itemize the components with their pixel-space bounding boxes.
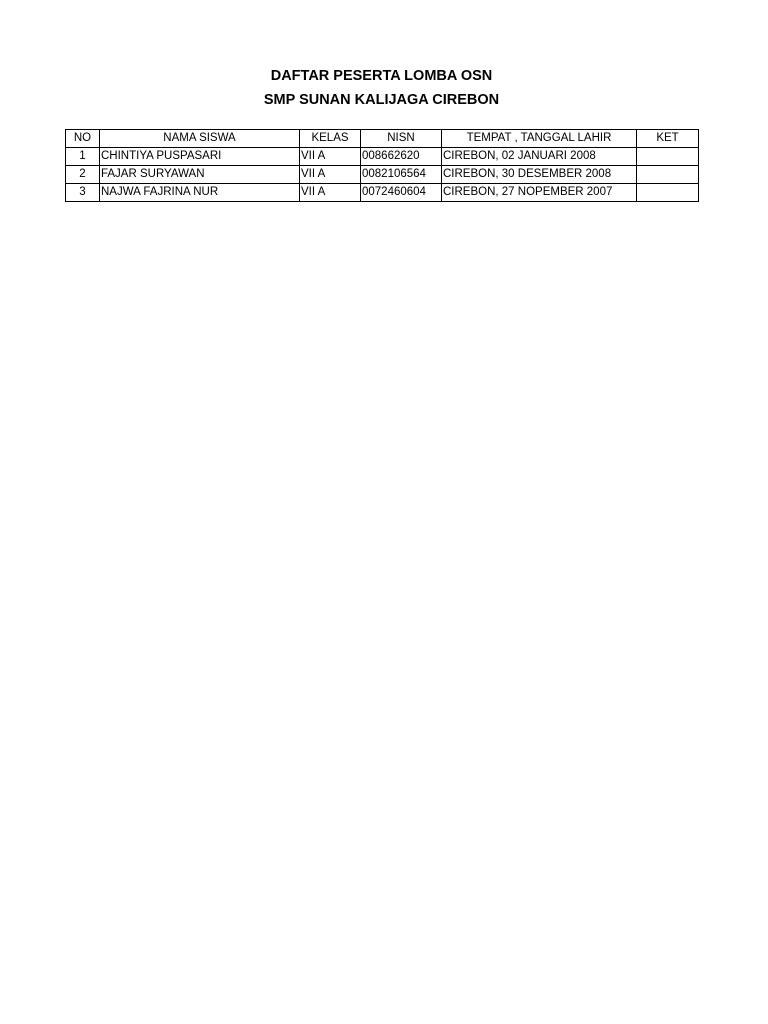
- table-row: [66, 148, 699, 166]
- participant-table: [65, 129, 699, 202]
- cell-nisn: 0072460604: [361, 184, 442, 202]
- document-subtitle: SMP SUNAN KALIJAGA CIREBON: [263, 92, 500, 108]
- table-row: [66, 166, 699, 184]
- cell-kelas: VII A: [300, 184, 361, 202]
- cell-no: 1: [66, 148, 100, 166]
- cell-ttl: CIREBON, 27 NOPEMBER 2007: [442, 184, 637, 202]
- table-row: [66, 184, 699, 202]
- column-header-ttl: TEMPAT , TANGGAL LAHIR: [442, 130, 637, 148]
- cell-nama: FAJAR SURYAWAN: [100, 166, 300, 184]
- cell-ttl: CIREBON, 30 DESEMBER 2008: [442, 166, 637, 184]
- cell-no: 2: [66, 166, 100, 184]
- cell-no: 3: [66, 184, 100, 202]
- column-header-nama: NAMA SISWA: [100, 130, 300, 148]
- table-header-row: [66, 130, 699, 148]
- cell-nisn: 008662620: [361, 148, 442, 166]
- cell-ket: [637, 166, 699, 184]
- column-header-no: NO: [66, 130, 100, 148]
- cell-kelas: VII A: [300, 166, 361, 184]
- document-title: DAFTAR PESERTA LOMBA OSN: [270, 68, 493, 84]
- cell-nama: NAJWA FAJRINA NUR: [100, 184, 300, 202]
- column-header-ket: KET: [637, 130, 699, 148]
- cell-nisn: 0082106564: [361, 166, 442, 184]
- column-header-nisn: NISN: [361, 130, 442, 148]
- cell-ket: [637, 184, 699, 202]
- cell-ttl: CIREBON, 02 JANUARI 2008: [442, 148, 637, 166]
- cell-nama: CHINTIYA PUSPASARI: [100, 148, 300, 166]
- cell-ket: [637, 148, 699, 166]
- cell-kelas: VII A: [300, 148, 361, 166]
- column-header-kelas: KELAS: [300, 130, 361, 148]
